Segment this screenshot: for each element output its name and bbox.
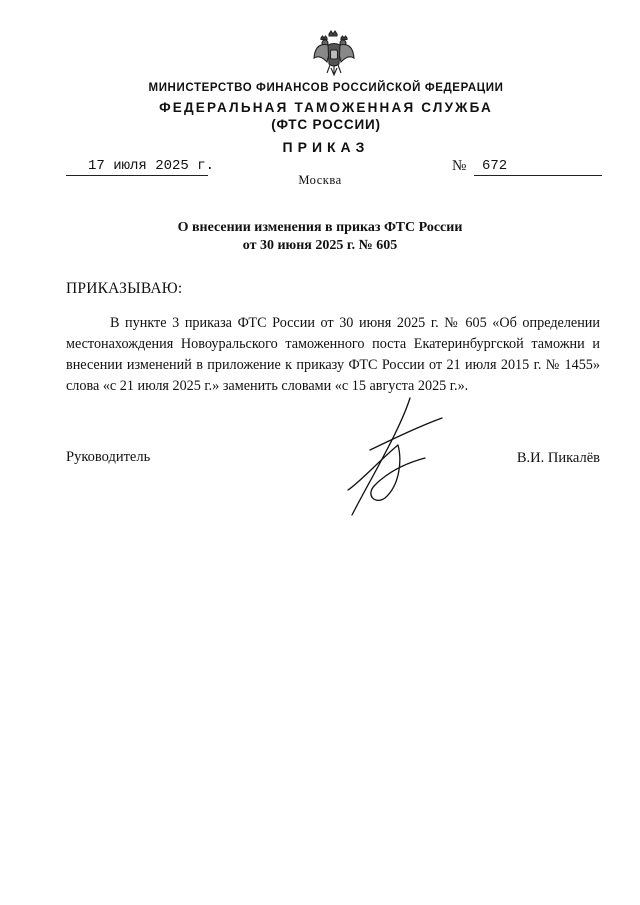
ministry-name: МИНИСТЕРСТВО ФИНАНСОВ РОССИЙСКОЙ ФЕДЕРАЦИИ — [148, 82, 504, 94]
document-title — [0, 219, 640, 255]
signature-icon — [340, 390, 450, 520]
coat-of-arms-icon — [311, 28, 357, 78]
number-sign: № — [452, 158, 467, 174]
document-city: Москва — [298, 173, 342, 187]
order-paragraph: В пункте 3 приказа ФТС России от 30 июня 2025 г. № 605 «Об определении местонахождения Новоуральского таможенного поста Екатеринбургской таможни и внесении изменений в приложение к приказу ФТС России от 21 июля 2015 г. № 1455» слова «с 21 июля 2025 г.» заменить словами «с 15 августа 2025 г.». — [66, 315, 600, 394]
service-abbreviation: (ФТС РОССИИ) — [271, 117, 381, 132]
order-word: ПРИКАЗЫВАЮ: — [66, 280, 183, 297]
document-date: 17 июля 2025 г. — [66, 157, 208, 176]
document-type: ПРИКАЗ — [282, 139, 370, 155]
title-line-1: О внесении изменения в приказ ФТС России — [177, 220, 463, 235]
signer-name: В.И. Пикалёв — [516, 450, 600, 466]
signer-role: Руководитель — [66, 449, 151, 465]
title-line-2: от 30 июня 2025 г. № 605 — [242, 238, 398, 253]
document-number: 672 — [474, 157, 602, 176]
service-name: ФЕДЕРАЛЬНАЯ ТАМОЖЕННАЯ СЛУЖБА — [159, 100, 493, 115]
